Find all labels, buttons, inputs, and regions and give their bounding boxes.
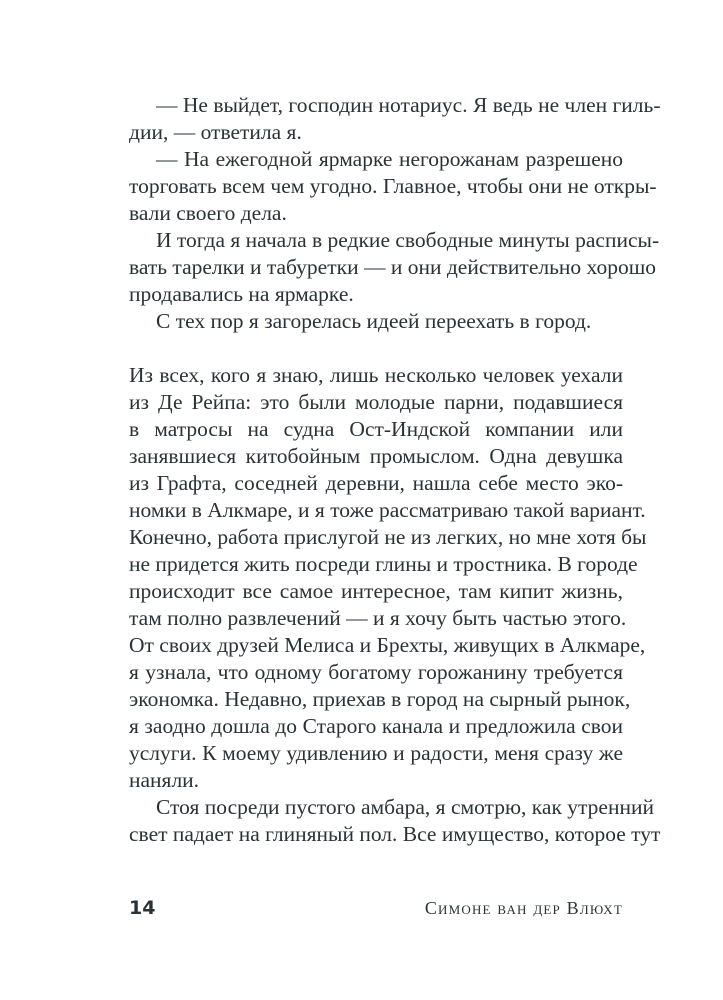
text-line: вать тарелки и табуретки — и они действительно хорошо (129, 255, 657, 279)
text-line: наняли. (129, 768, 200, 792)
text-line: — На ежегодной ярмарке негорожанам разрешено (156, 147, 623, 171)
text-line: занявшиеся китобойным промыслом. Одна девушка (129, 444, 623, 468)
text-line: И тогда я начала в редкие свободные минуты расписы- (156, 228, 660, 252)
text-line: От своих друзей Мелиса и Брехты, живущих в Алкмаре, (129, 633, 646, 657)
text-line: продавались на ярмарке. (129, 282, 354, 306)
text-line: услуги. К моему удивлению и радости, меня сразу же (129, 741, 623, 765)
text-line: торговать всем чем угодно. Главное, чтобы они не откры- (129, 174, 657, 198)
text-line: происходит все самое интересное, там кипит жизнь, (129, 579, 623, 603)
text-line: свет падает на глиняный пол. Все имущество, которое тут (129, 822, 661, 846)
text-line: из Графта, соседней деревни, нашла себе место эко- (129, 471, 623, 495)
text-line: из Де Рейпа: это были молодые парни, подавшиеся (129, 390, 623, 414)
text-line: вали своего дела. (129, 201, 287, 225)
text-line: Стоя посреди пустого амбара, я смотрю, как утренний (156, 795, 654, 819)
page-number: 14 (129, 897, 156, 919)
text-line: не придется жить посреди глины и тростника. В городе (129, 552, 638, 576)
text-line: номки в Алкмаре, и я тоже рассматриваю такой вариант. (129, 498, 646, 522)
text-line: экономка. Недавно, приехав в город на сырный рынок, (129, 687, 631, 711)
text-line: я узнала, что одному богатому горожанину требуется (129, 660, 623, 684)
text-line: Из всех, кого я знаю, лишь несколько человек уехали (129, 363, 623, 387)
text-line: я заодно дошла до Старого канала и предложила свои (129, 714, 623, 738)
text-line: Конечно, работа прислугой не из легких, но мне хотя бы (129, 525, 647, 549)
text-line: дии, — ответила я. (129, 120, 302, 144)
text-line: там полно развлечений — и я хочу быть частью этого. (129, 606, 627, 630)
text-line: — Не выйдет, господин нотариус. Я ведь не член гиль- (156, 93, 661, 117)
text-line: С тех пор я загорелась идеей переехать в город. (156, 309, 592, 333)
text-line: в матросы на судна Ост-Индской компании или (129, 417, 623, 441)
running-head-author: Симоне ван дер Влюхт (424, 898, 623, 918)
